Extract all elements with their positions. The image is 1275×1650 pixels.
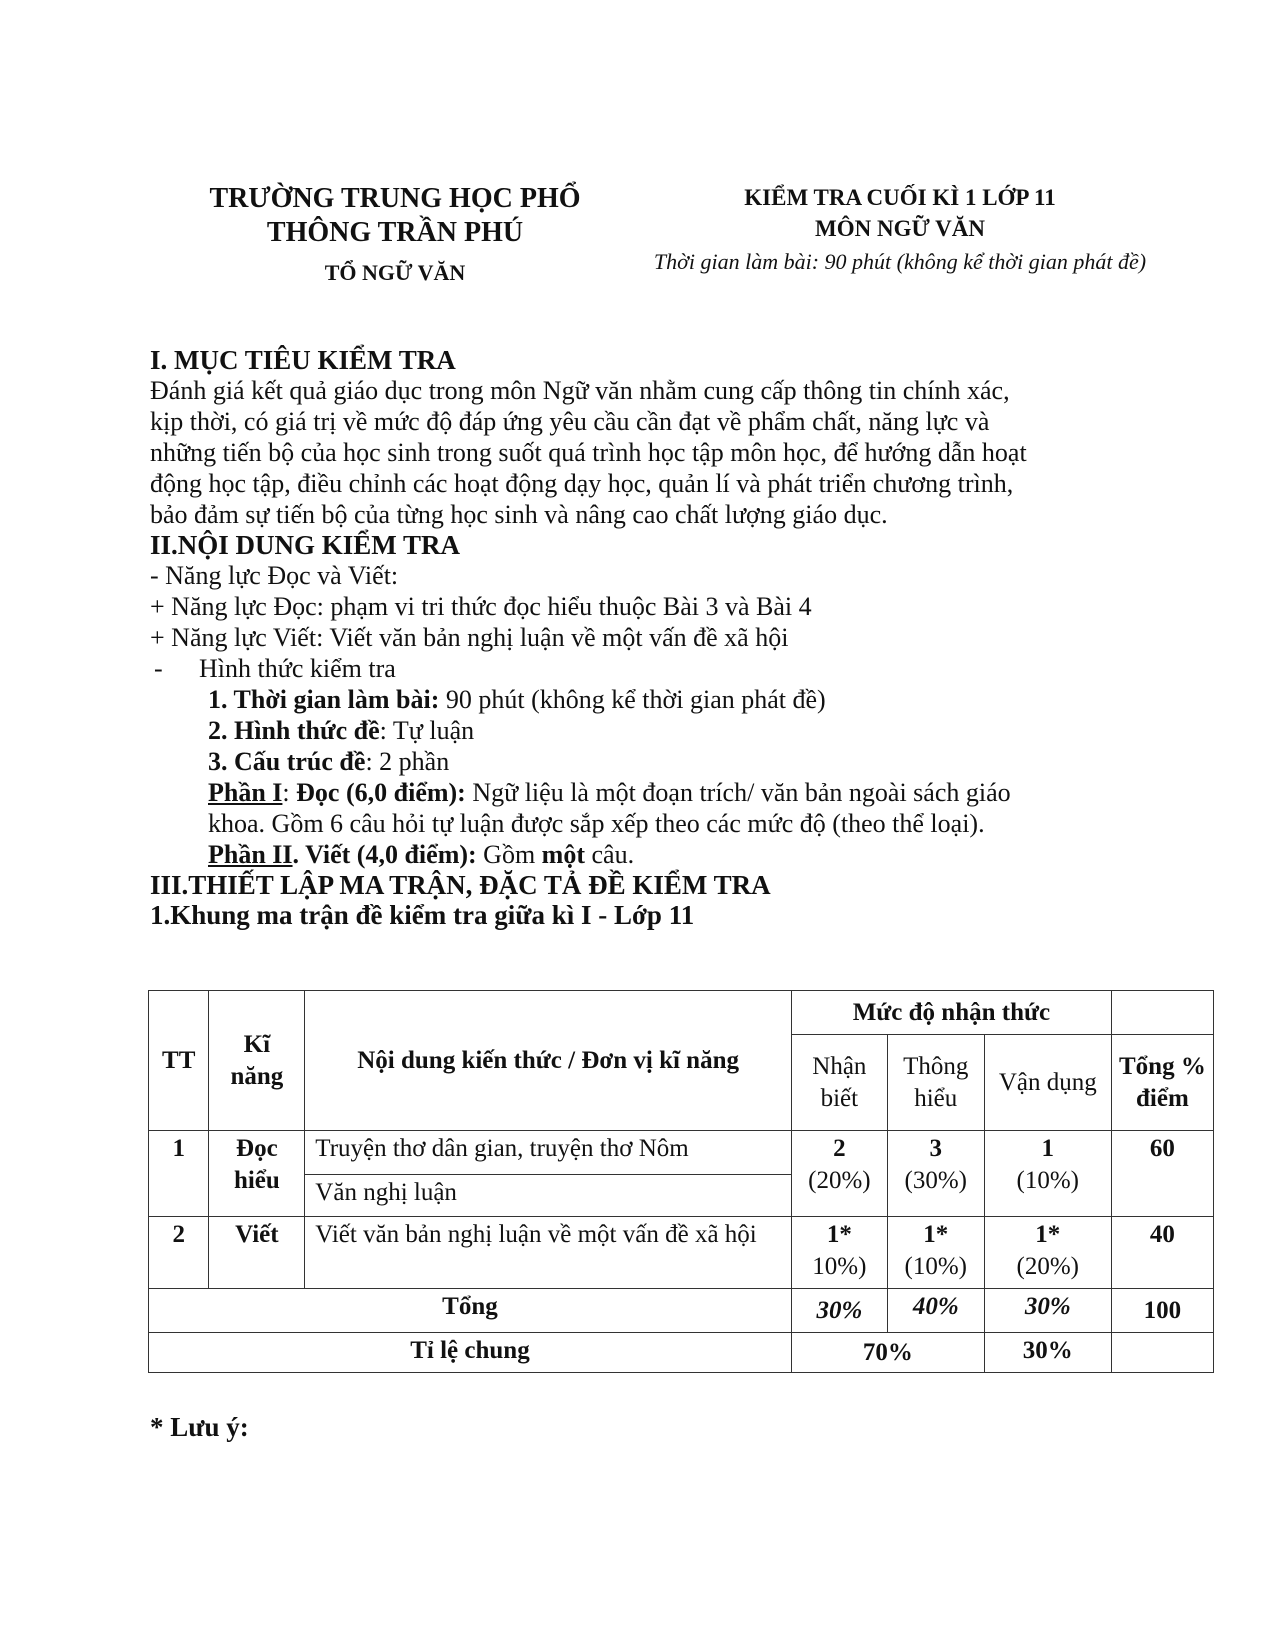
ratio-b: 30%	[984, 1333, 1111, 1373]
item-structure	[150, 746, 1230, 777]
sum-know: 30%	[791, 1289, 887, 1333]
table-sum-row	[149, 1289, 1214, 1333]
header-know: Nhận biết	[791, 1035, 887, 1131]
row-1-understand	[887, 1131, 984, 1217]
item-time	[150, 684, 1230, 715]
row-1-apply-count: 1	[1041, 1135, 1055, 1162]
row-2-understand-pct: (10%)	[904, 1253, 967, 1280]
row-2-apply-count: 1*	[1035, 1221, 1061, 1248]
part-2-text2: câu.	[585, 840, 635, 869]
table-row	[149, 1131, 1214, 1175]
item-form	[150, 715, 1230, 746]
part-1-label: Phần I	[208, 778, 283, 807]
header-understand: Thông hiểu	[887, 1035, 984, 1131]
section-3-title: III.THIẾT LẬP MA TRẬN, ĐẶC TẢ ĐỀ KIỂM TRA	[150, 870, 771, 900]
section-3-subtitle: 1.Khung ma trận đề kiểm tra giữa kì I - Lớp 11	[150, 900, 695, 930]
item-form-value: : Tự luận	[379, 716, 475, 745]
note-label: * Lưu ý:	[150, 1412, 249, 1442]
row-1-content-b: Văn nghị luận	[305, 1175, 792, 1217]
document-body	[150, 345, 1230, 930]
section-2-line: + Năng lực Viết: Viết văn bản nghị luận về một vấn đề xã hội	[150, 623, 789, 652]
row-2-know	[791, 1217, 887, 1289]
form-row	[150, 653, 1230, 684]
row-1-apply	[984, 1131, 1111, 1217]
exam-title: KIỂM TRA CUỐI KÌ 1 LỚP 11	[744, 185, 1056, 210]
part-2-bold: . Viết (4,0 điểm):	[292, 840, 477, 869]
header-empty-cell	[1111, 991, 1213, 1035]
row-1-understand-pct: (30%)	[904, 1167, 967, 1194]
row-1-understand-count: 3	[929, 1135, 942, 1162]
exam-time-note: Thời gian làm bài: 90 phút (không kể thời gian phát đề)	[653, 249, 1147, 274]
row-1-total: 60	[1111, 1131, 1213, 1217]
part-1	[150, 777, 1230, 808]
sum-understand: 40%	[887, 1289, 984, 1333]
item-structure-value: : 2 phần	[365, 747, 450, 776]
table-ratio-row	[149, 1333, 1214, 1373]
header-skill: Kĩ năng	[209, 991, 305, 1131]
exam-matrix-table	[148, 990, 1214, 1373]
part-2-text: Gồm	[476, 840, 542, 869]
row-1-apply-pct: (10%)	[1016, 1167, 1079, 1194]
header-level: Mức độ nhận thức	[791, 991, 1111, 1035]
sum-total: 100	[1111, 1289, 1213, 1333]
section-1-line: những tiến bộ của học sinh trong suốt quá trình học tập môn học, để hướng dẫn hoạt	[150, 438, 1027, 467]
dash-bullet: -	[154, 654, 163, 683]
department-name: TỔ NGỮ VĂN	[324, 260, 466, 285]
part-2-bold2: một	[541, 840, 585, 869]
table-row	[149, 1217, 1214, 1289]
part-1-bold: Đọc (6,0 điểm):	[296, 778, 466, 807]
row-2-understand	[887, 1217, 984, 1289]
exam-header	[620, 182, 1180, 277]
exam-subject: MÔN NGỮ VĂN	[815, 216, 985, 241]
ratio-a: 70%	[791, 1333, 984, 1373]
row-1-know-count: 2	[833, 1135, 846, 1162]
section-1-title: I. MỤC TIÊU KIỂM TRA	[150, 345, 456, 375]
part-1-text: Ngữ liệu là một đoạn trích/ văn bản ngoài sách giáo	[465, 778, 1011, 807]
row-1-know-pct: (20%)	[808, 1167, 871, 1194]
part-2-label: Phần II	[208, 840, 293, 869]
item-structure-label: 3. Cấu trúc đề	[208, 747, 366, 776]
header-content: Nội dung kiến thức / Đơn vị kĩ năng	[305, 991, 792, 1131]
section-2-title: II.NỘI DUNG KIỂM TRA	[150, 530, 461, 560]
table-header-row	[149, 991, 1214, 1035]
row-1-content-a: Truyện thơ dân gian, truyện thơ Nôm	[305, 1131, 792, 1175]
header-apply: Vận dụng	[984, 1035, 1111, 1131]
row-2-skill: Viết	[209, 1217, 305, 1289]
sum-apply: 30%	[984, 1289, 1111, 1333]
section-1-line: kịp thời, có giá trị về mức độ đáp ứng yêu cầu cần đạt về phẩm chất, năng lực và	[150, 407, 990, 436]
row-2-tt: 2	[149, 1217, 209, 1289]
section-1-line: Đánh giá kết quả giáo dục trong môn Ngữ văn nhằm cung cấp thông tin chính xác,	[150, 376, 1010, 405]
row-1-skill: Đọc hiểu	[209, 1131, 305, 1217]
form-label: Hình thức kiểm tra	[199, 654, 396, 683]
ratio-empty-cell	[1111, 1333, 1213, 1373]
row-2-total: 40	[1111, 1217, 1213, 1289]
row-2-know-count: 1*	[826, 1221, 852, 1248]
section-2-line: - Năng lực Đọc và Viết:	[150, 561, 399, 590]
row-2-understand-count: 1*	[923, 1221, 949, 1248]
item-form-label: 2. Hình thức đề	[208, 716, 380, 745]
school-header	[175, 182, 615, 288]
row-1-tt: 1	[149, 1131, 209, 1217]
row-2-content: Viết văn bản nghị luận về một vấn đề xã hội	[305, 1217, 792, 1289]
part-1-sep: :	[282, 778, 297, 807]
header-total: Tổng % điểm	[1111, 1035, 1213, 1131]
row-2-apply-pct: (20%)	[1016, 1253, 1079, 1280]
sum-label: Tổng	[149, 1289, 792, 1333]
part-1-cont: khoa. Gồm 6 câu hỏi tự luận được sắp xếp theo các mức độ (theo thể loại).	[208, 809, 985, 838]
section-1-line: động học tập, điều chỉnh các hoạt động dạy học, quản lí và phát triển chương trình,	[150, 469, 1014, 498]
section-2-line: + Năng lực Đọc: phạm vi tri thức đọc hiểu thuộc Bài 3 và Bài 4	[150, 592, 812, 621]
section-1-line: bảo đảm sự tiến bộ của từng học sinh và nâng cao chất lượng giáo dục.	[150, 500, 888, 529]
row-2-apply	[984, 1217, 1111, 1289]
row-2-know-pct: 10%)	[812, 1253, 867, 1280]
header-tt: TT	[149, 991, 209, 1131]
school-name: TRƯỜNG TRUNG HỌC PHỔ THÔNG TRẦN PHÚ	[209, 183, 581, 248]
item-time-value: 90 phút (không kể thời gian phát đề)	[439, 685, 826, 714]
row-1-know	[791, 1131, 887, 1217]
item-time-label: 1. Thời gian làm bài:	[208, 685, 440, 714]
ratio-label: Tỉ lệ chung	[149, 1333, 792, 1373]
part-2	[150, 839, 1230, 870]
